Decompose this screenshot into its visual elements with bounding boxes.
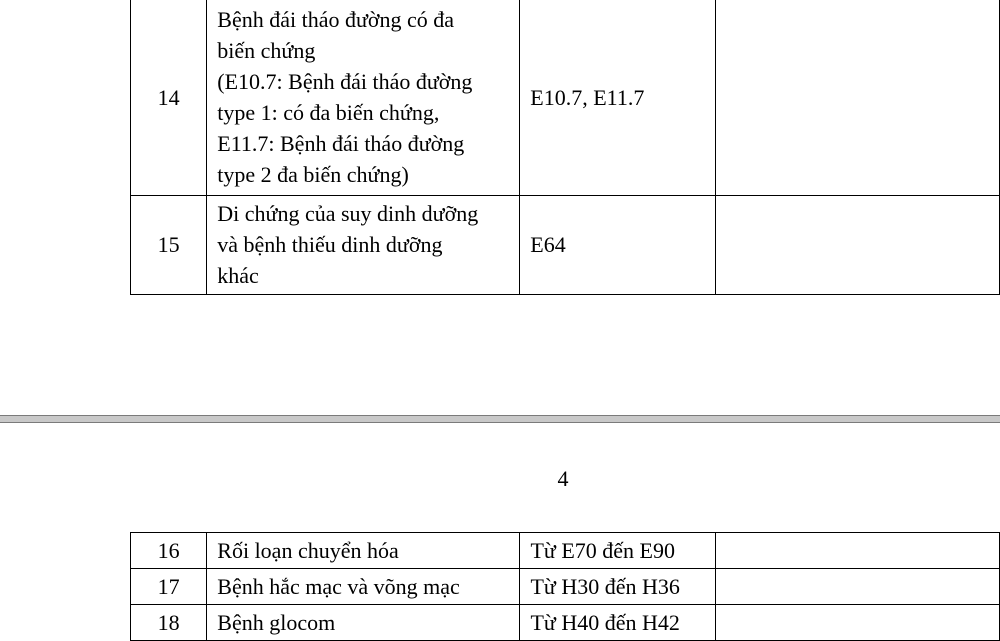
page-separator (0, 415, 1000, 423)
disease-name: Rối loạn chuyển hóa (207, 533, 520, 569)
row-number: 17 (131, 569, 207, 605)
icd-code: Từ H40 đến H42 (520, 605, 715, 641)
disease-name: Bệnh đái tháo đường có đa biến chứng (E10.7: Bệnh đái tháo đường type 1: có đa biến chứng, E11.7: Bệnh đái tháo đường type 2 đa biến chứng) (207, 0, 520, 195)
note-cell (715, 569, 999, 605)
icd-code: Từ E70 đến E90 (520, 533, 715, 569)
row-number: 15 (131, 195, 207, 294)
table-row (131, 605, 1000, 641)
note-cell (715, 533, 999, 569)
disease-table-top (130, 0, 1000, 295)
note-cell (715, 605, 999, 641)
note-cell (715, 0, 999, 195)
row-number: 16 (131, 533, 207, 569)
disease-name: Bệnh glocom (207, 605, 520, 641)
page-number: 4 (557, 466, 569, 491)
table-row (131, 0, 1000, 195)
icd-code: E64 (520, 195, 715, 294)
table-row (131, 569, 1000, 605)
row-number: 14 (131, 0, 207, 195)
row-number: 18 (131, 605, 207, 641)
table-row (131, 195, 1000, 294)
disease-table-bottom (130, 532, 1000, 641)
disease-name: Bệnh hắc mạc và võng mạc (207, 569, 520, 605)
icd-code: Từ H30 đến H36 (520, 569, 715, 605)
disease-name: Di chứng của suy dinh dưỡng và bệnh thiếu dinh dưỡng khác (207, 195, 520, 294)
note-cell (715, 195, 999, 294)
table-row (131, 533, 1000, 569)
icd-code: E10.7, E11.7 (520, 0, 715, 195)
